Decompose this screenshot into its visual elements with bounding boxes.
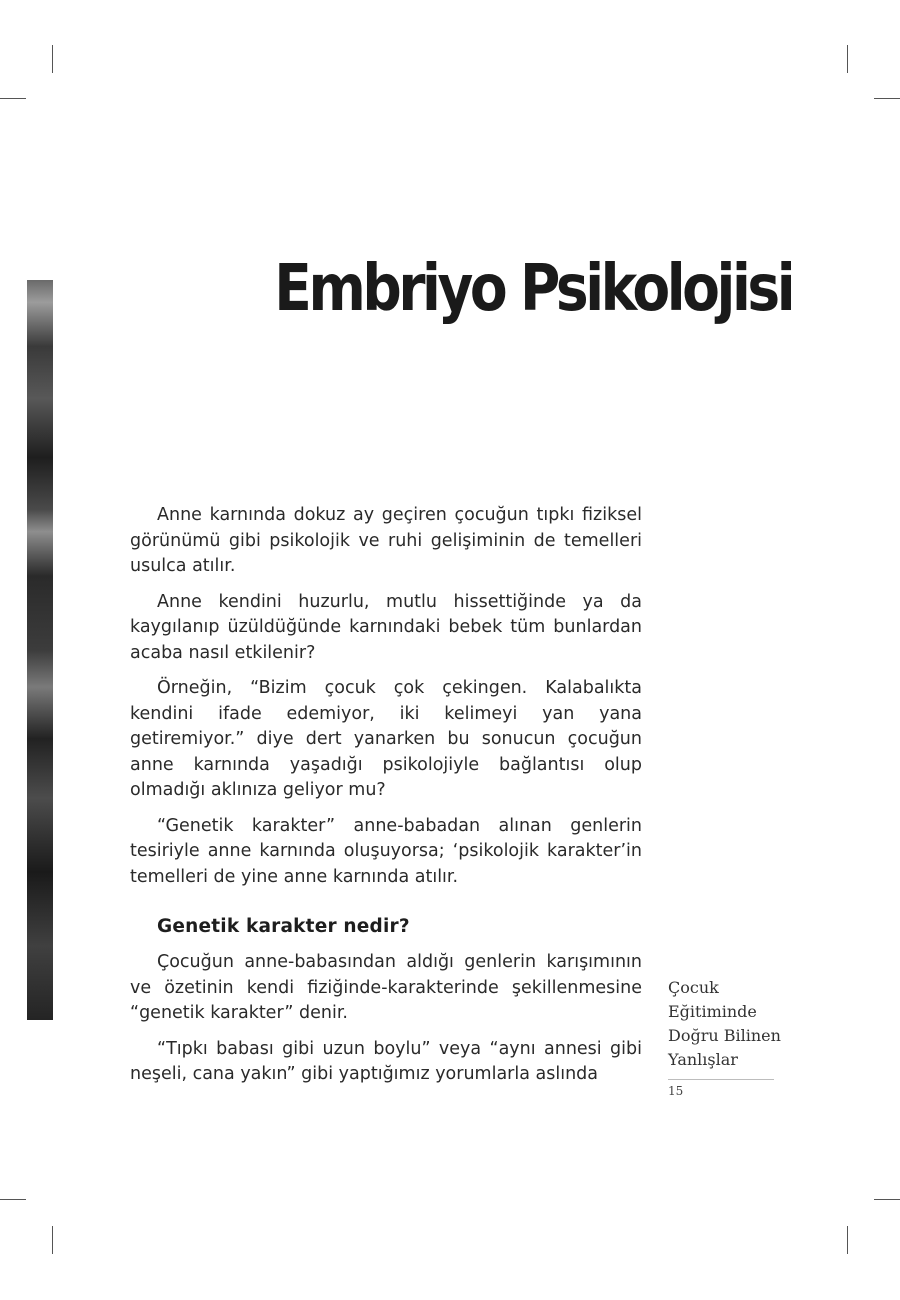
paragraph: “Genetik karakter” anne-babadan alınan genlerin tesiriyle anne karnında oluşuyorsa; ‘psikolojik karakter’in temelleri de yine anne karnında atılır. [130, 815, 642, 887]
paragraph: Örneğin, “Bizim çocuk çok çekingen. Kalabalıkta kendini ifade edemiyor, iki kelimeyi yan yana getiremiyor.” diye dert yanarken bu sonucun çocuğun anne karnında yaşadığı psikolojiyle bağlantısı olup olmadığı aklınıza geliyor mu? [130, 678, 642, 800]
paragraph: Anne kendini huzurlu, mutlu hissettiğinde ya da kaygılanıp üzüldüğünde karnındaki bebek tüm bunlardan acaba nasıl etkilenir? [130, 591, 642, 663]
body-text [130, 503, 642, 1098]
crop-mark-bottom-right-vertical [847, 1226, 848, 1254]
running-head-line: Çocuk [668, 978, 719, 997]
running-head-line: Doğru Bilinen [668, 1026, 781, 1045]
paragraph: Çocuğun anne-babasından aldığı genlerin karışımının ve özetinin kendi fiziğinde-karakterinde şekillenmesine “genetik karakter” denir. [130, 952, 642, 1023]
crop-mark-top-right-vertical [847, 45, 848, 73]
paragraph: “Tıpkı babası gibi uzun boylu” veya “aynı annesi gibi neşeli, cana yakın” gibi yaptığımız yorumlarla aslında [130, 1038, 642, 1084]
crop-mark-bottom-right-horizontal [874, 1199, 900, 1200]
running-head [668, 976, 788, 1072]
running-head-line: Eğitiminde [668, 1002, 757, 1021]
page-number: 15 [668, 1084, 684, 1098]
running-head-line: Yanlışlar [668, 1050, 738, 1069]
crop-mark-top-left-horizontal [0, 98, 26, 99]
crop-mark-bottom-left-horizontal [0, 1199, 26, 1200]
crop-mark-bottom-left-vertical [52, 1226, 53, 1254]
decorative-side-strip [27, 280, 53, 1020]
paragraph: Anne karnında dokuz ay geçiren çocuğun tıpkı fiziksel görünümü gibi psikolojik ve ruhi gelişiminin de temelleri usulca atılır. [130, 505, 642, 576]
chapter-title: Embriyo Psikolojisi [274, 252, 792, 326]
running-head-divider [668, 1079, 774, 1080]
crop-mark-top-right-horizontal [874, 98, 900, 99]
section-heading: Genetik karakter nedir? [157, 916, 410, 937]
crop-mark-top-left-vertical [52, 45, 53, 73]
